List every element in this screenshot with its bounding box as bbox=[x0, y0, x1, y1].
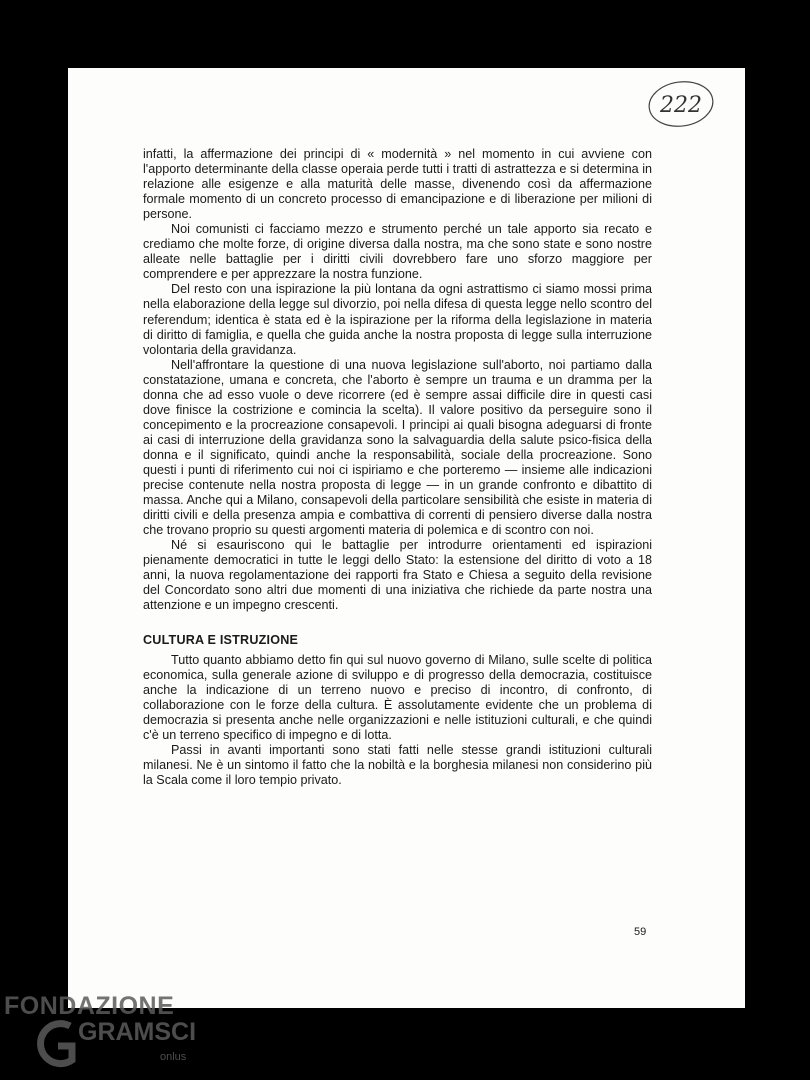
document-page bbox=[68, 68, 745, 1008]
paragraph: Nell'affrontare la questione di una nuova legislazione sull'aborto, noi partiamo dalla constatazione, umana e concreta, che l'aborto è sempre un trauma e un dramma per la donna che ad esso vuole o deve ricorrere (ed è sempre assai difficile dire in questi casi dove finisce la costrizione e comincia la scelta). Il valore positivo da perseguire sono il concepimento e la procreazione consapevoli. I principi ai quali bisogna adeguarsi di fronte ai casi di interruzione della gravidanza sono la salvaguardia della salute psico-fisica della donna e il significato, quindi anche la responsabilità, sociale della procreazione. Sono questi i punti di riferimento cui noi ci ispiriamo e che porteremo — insieme alle indicazioni precise contenute nella nostra proposta di legge — in un grande confronto e dibattito di massa. Anche qui a Milano, consapevoli della particolare sensibilità che esiste in materia di diritti civili e della presenza ampia e combattiva di correnti di pensiero diverse dalla nostra che trovano proprio su questi argomenti materia di polemica e di scontro con noi. bbox=[143, 357, 652, 538]
watermark-line1: FONDAZIONE bbox=[4, 992, 175, 1020]
watermark-g-logo bbox=[41, 1024, 72, 1064]
watermark-line3: onlus bbox=[160, 1051, 187, 1063]
fondazione-gramsci-watermark bbox=[0, 988, 220, 1078]
paragraph: Noi comunisti ci facciamo mezzo e strumento perché un tale apporto sia recato e crediamo che molte forze, di origine diversa dalla nostra, ma che sono state e sono nostre alleate nelle battaglie per i diritti civili dovrebbero fare uno sforzo maggiore per comprendere e per apprezzare la nostra funzione. bbox=[143, 222, 652, 282]
paragraph: Né si esauriscono qui le battaglie per introdurre orientamenti ed ispirazioni pienamente democratici in tutte le leggi dello Stato: la estensione del diritto di voto a 18 anni, la nuova regolamentazione dei rapporti fra Stato e Chiesa a seguito della revisione del Concordato sono altri due momenti di una iniziativa che richiede da parte nostra una attenzione e un impegno crescenti. bbox=[143, 538, 652, 613]
paragraph: Passi in avanti importanti sono stati fatti nelle stesse grandi istituzioni culturali milanesi. Ne è un sintomo il fatto che la nobiltà e la borghesia milanesi non considerino più la Scala come il loro tempio privato. bbox=[143, 742, 652, 787]
page-number: 59 bbox=[634, 926, 647, 938]
section-heading: CULTURA E ISTRUZIONE bbox=[143, 633, 299, 648]
handwritten-page-number bbox=[646, 78, 716, 130]
paragraph: infatti, la affermazione dei principi di « modernità » nel momento in cui avviene con l'apporto determinante della classe operaia perde tutti i tratti di astrattezza e si determina in relazione alle esigenze e alla maturità delle masse, divenendo così da affermazione formale momento di un concreto processo di emancipazione e di liberazione per milioni di persone. bbox=[143, 147, 652, 222]
paragraph: Tutto quanto abbiamo detto fin qui sul nuovo governo di Milano, sulle scelte di politica economica, sulla generale azione di sviluppo e di progresso della democrazia, costituisce anche la indicazione di un terreno nuovo e preciso di incontro, di confronto, di collaborazione con le forze della cultura. È assolutamente evidente che un problema di democrazia si presenta anche nelle organizzazioni e nelle istituzioni culturali, e che quindi c'è un terreno specifico di impegno e di lotta. bbox=[143, 652, 652, 742]
watermark-line2: GRAMSCI bbox=[78, 1018, 197, 1046]
article-body bbox=[143, 147, 652, 788]
handwritten-number-text: 222 bbox=[660, 93, 702, 118]
paragraph: Del resto con una ispirazione la più lontana da ogni astrattismo ci siamo mossi prima nella elaborazione della legge sul divorzio, poi nella difesa di questa legge nello scontro del referendum; identica è stata ed è la ispirazione per la riforma della legislazione in materia di diritto di famiglia, e quella che guida anche la nostra proposta di legge sulla interruzione volontaria della gravidanza. bbox=[143, 282, 652, 357]
